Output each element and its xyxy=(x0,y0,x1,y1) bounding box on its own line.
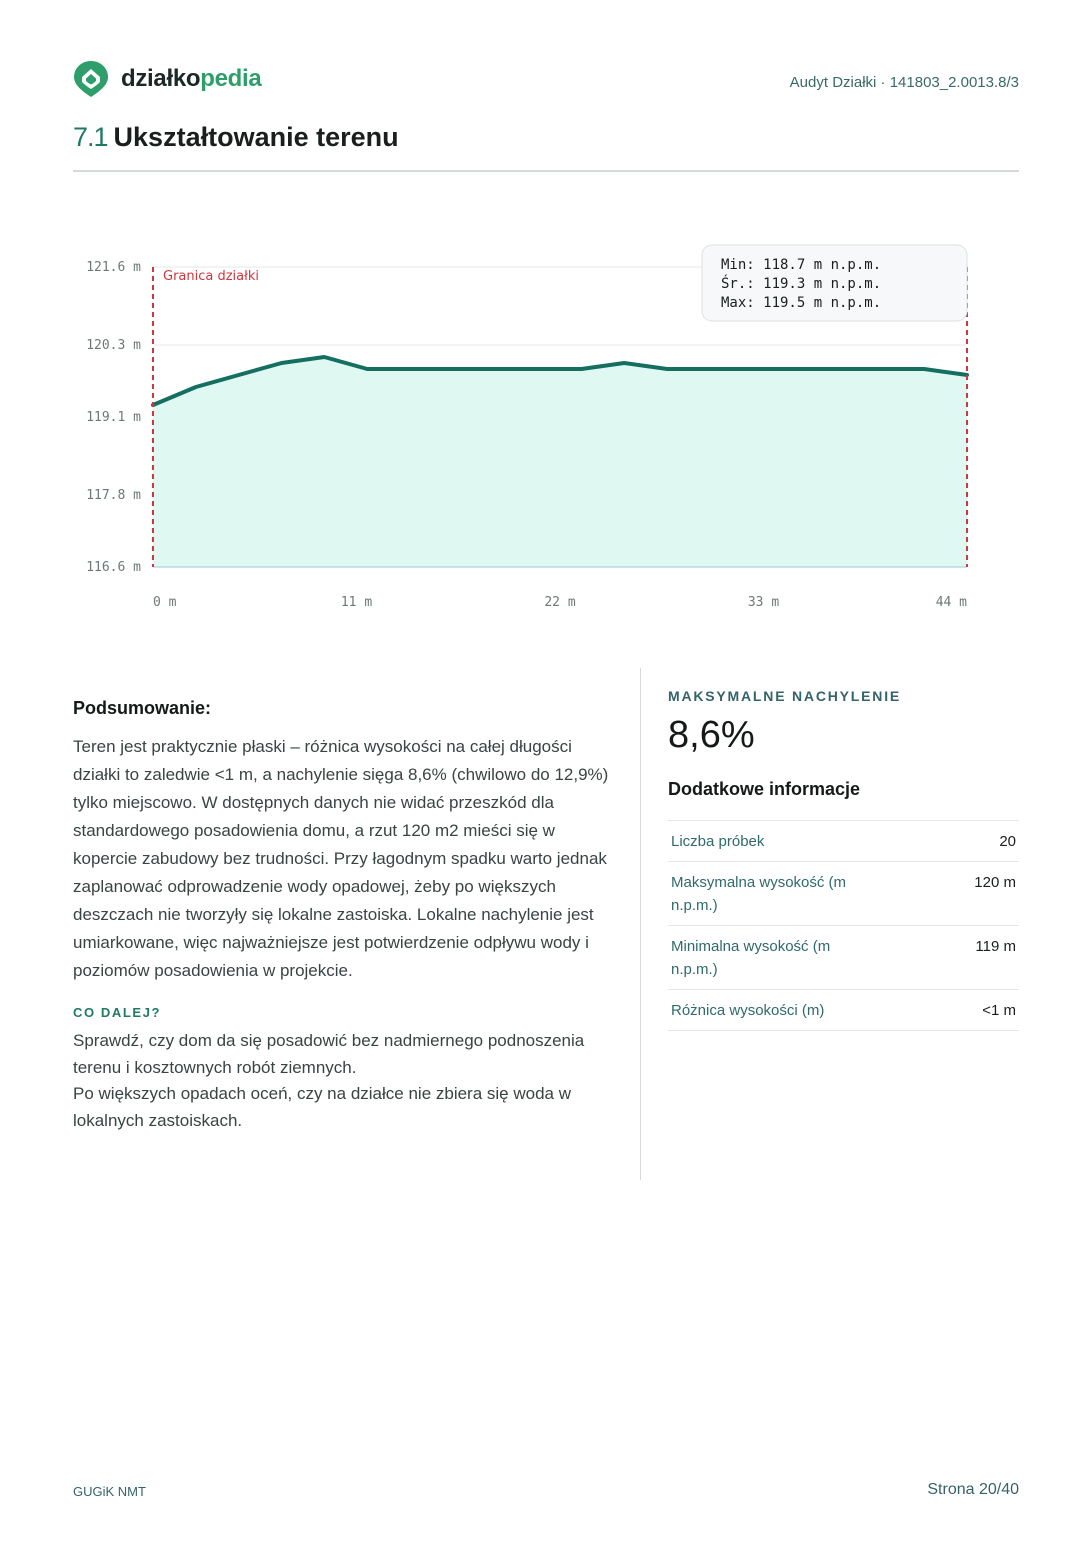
info-row-samples xyxy=(668,821,1019,862)
footer-source: GUGiK NMT xyxy=(73,1484,146,1499)
y-tick-label: 116.6 m xyxy=(86,560,141,575)
document-reference: Audyt Działki · 141803_2.0013.8/3 xyxy=(789,74,1019,91)
elevation-chart-svg xyxy=(73,230,1019,620)
x-tick-label: 11 m xyxy=(340,595,373,610)
stats-line: Śr.: 119.3 m n.p.m. xyxy=(721,276,882,292)
info-row-elevation-difference xyxy=(668,990,1019,1031)
stats-line: Min: 118.7 m n.p.m. xyxy=(721,257,882,273)
info-value: 20 xyxy=(999,833,1016,850)
info-label: Różnica wysokości (m) xyxy=(671,1002,825,1019)
stats-line: Max: 119.5 m n.p.m. xyxy=(721,295,882,311)
next-steps-text xyxy=(73,1028,613,1134)
location-pin-icon xyxy=(73,60,109,98)
info-label: Maksymalna wysokość (m n.p.m.) xyxy=(671,874,847,914)
x-tick-label: 33 m xyxy=(747,595,780,610)
info-row-min-elevation xyxy=(668,926,1019,990)
brand-logo xyxy=(73,60,261,98)
y-tick-label: 121.6 m xyxy=(86,260,141,275)
page-number: Strona 20/40 xyxy=(927,1481,1019,1498)
page-header xyxy=(73,60,1019,100)
summary-column xyxy=(73,698,613,1134)
x-tick-label: 0 m xyxy=(153,595,177,610)
boundary-label: Granica działki xyxy=(163,269,259,284)
stats-column xyxy=(668,688,1019,1031)
x-tick-label: 22 m xyxy=(544,595,576,610)
summary-text: Teren jest praktycznie płaski – różnica wysokości na całej długości działki to zaledwie <1 m, a nachylenie sięga 8,6% (chwilowo do 12,9%) tylko miejscowo. W dostępnych danych nie widać przeszkód dla standardowego posadowienia domu, a rzut 120 m2 mieści się w kopercie zabudowy bez trudności. Przy łagodnym spadku warto jednak zaplanować odprowadzenie wody opadowej, żeby po większych deszczach nie tworzyły się lokalne zastoiska. Lokalne nachylenie jest umiarkowane, więc najważniejsze jest potwierdzenie odpływu wody i poziomów posadowienia w projekcie. xyxy=(73,737,609,980)
x-tick-label: 44 m xyxy=(935,595,967,610)
section-number: 7.1 xyxy=(73,122,108,152)
section-title xyxy=(73,122,399,153)
next-step-item: Sprawdź, czy dom da się posadowić bez nadmiernego podnoszenia terenu i kosztownych robót ziemnych. xyxy=(73,1031,585,1077)
y-tick-label: 119.1 m xyxy=(86,410,141,425)
info-value: 119 m xyxy=(975,938,1016,955)
max-slope-label: MAKSYMALNE NACHYLENIE xyxy=(668,688,902,704)
summary-heading: Podsumowanie: xyxy=(73,698,212,718)
elevation-area xyxy=(153,357,967,567)
y-tick-label: 117.8 m xyxy=(86,488,141,503)
brand-name-green: pedia xyxy=(200,65,262,92)
additional-info-heading: Dodatkowe informacje xyxy=(668,779,861,799)
brand-name xyxy=(121,65,261,93)
info-row-max-elevation xyxy=(668,862,1019,926)
elevation-profile-chart xyxy=(73,230,1019,620)
brand-name-dark: działko xyxy=(121,65,201,92)
title-divider xyxy=(73,170,1019,172)
info-value: 120 m xyxy=(974,874,1016,891)
next-steps-heading: CO DALEJ? xyxy=(73,1005,162,1020)
info-value: <1 m xyxy=(982,1002,1016,1019)
additional-info-table xyxy=(668,820,1019,1031)
y-tick-label: 120.3 m xyxy=(86,338,141,353)
section-title-text: Ukształtowanie terenu xyxy=(113,122,399,152)
info-label: Minimalna wysokość (m n.p.m.) xyxy=(671,938,831,978)
column-divider xyxy=(640,668,641,1180)
info-label: Liczba próbek xyxy=(671,833,765,850)
next-step-item: Po większych opadach oceń, czy na działce nie zbiera się woda w lokalnych zastoiskach. xyxy=(73,1084,571,1130)
max-slope-value: 8,6% xyxy=(668,714,755,756)
